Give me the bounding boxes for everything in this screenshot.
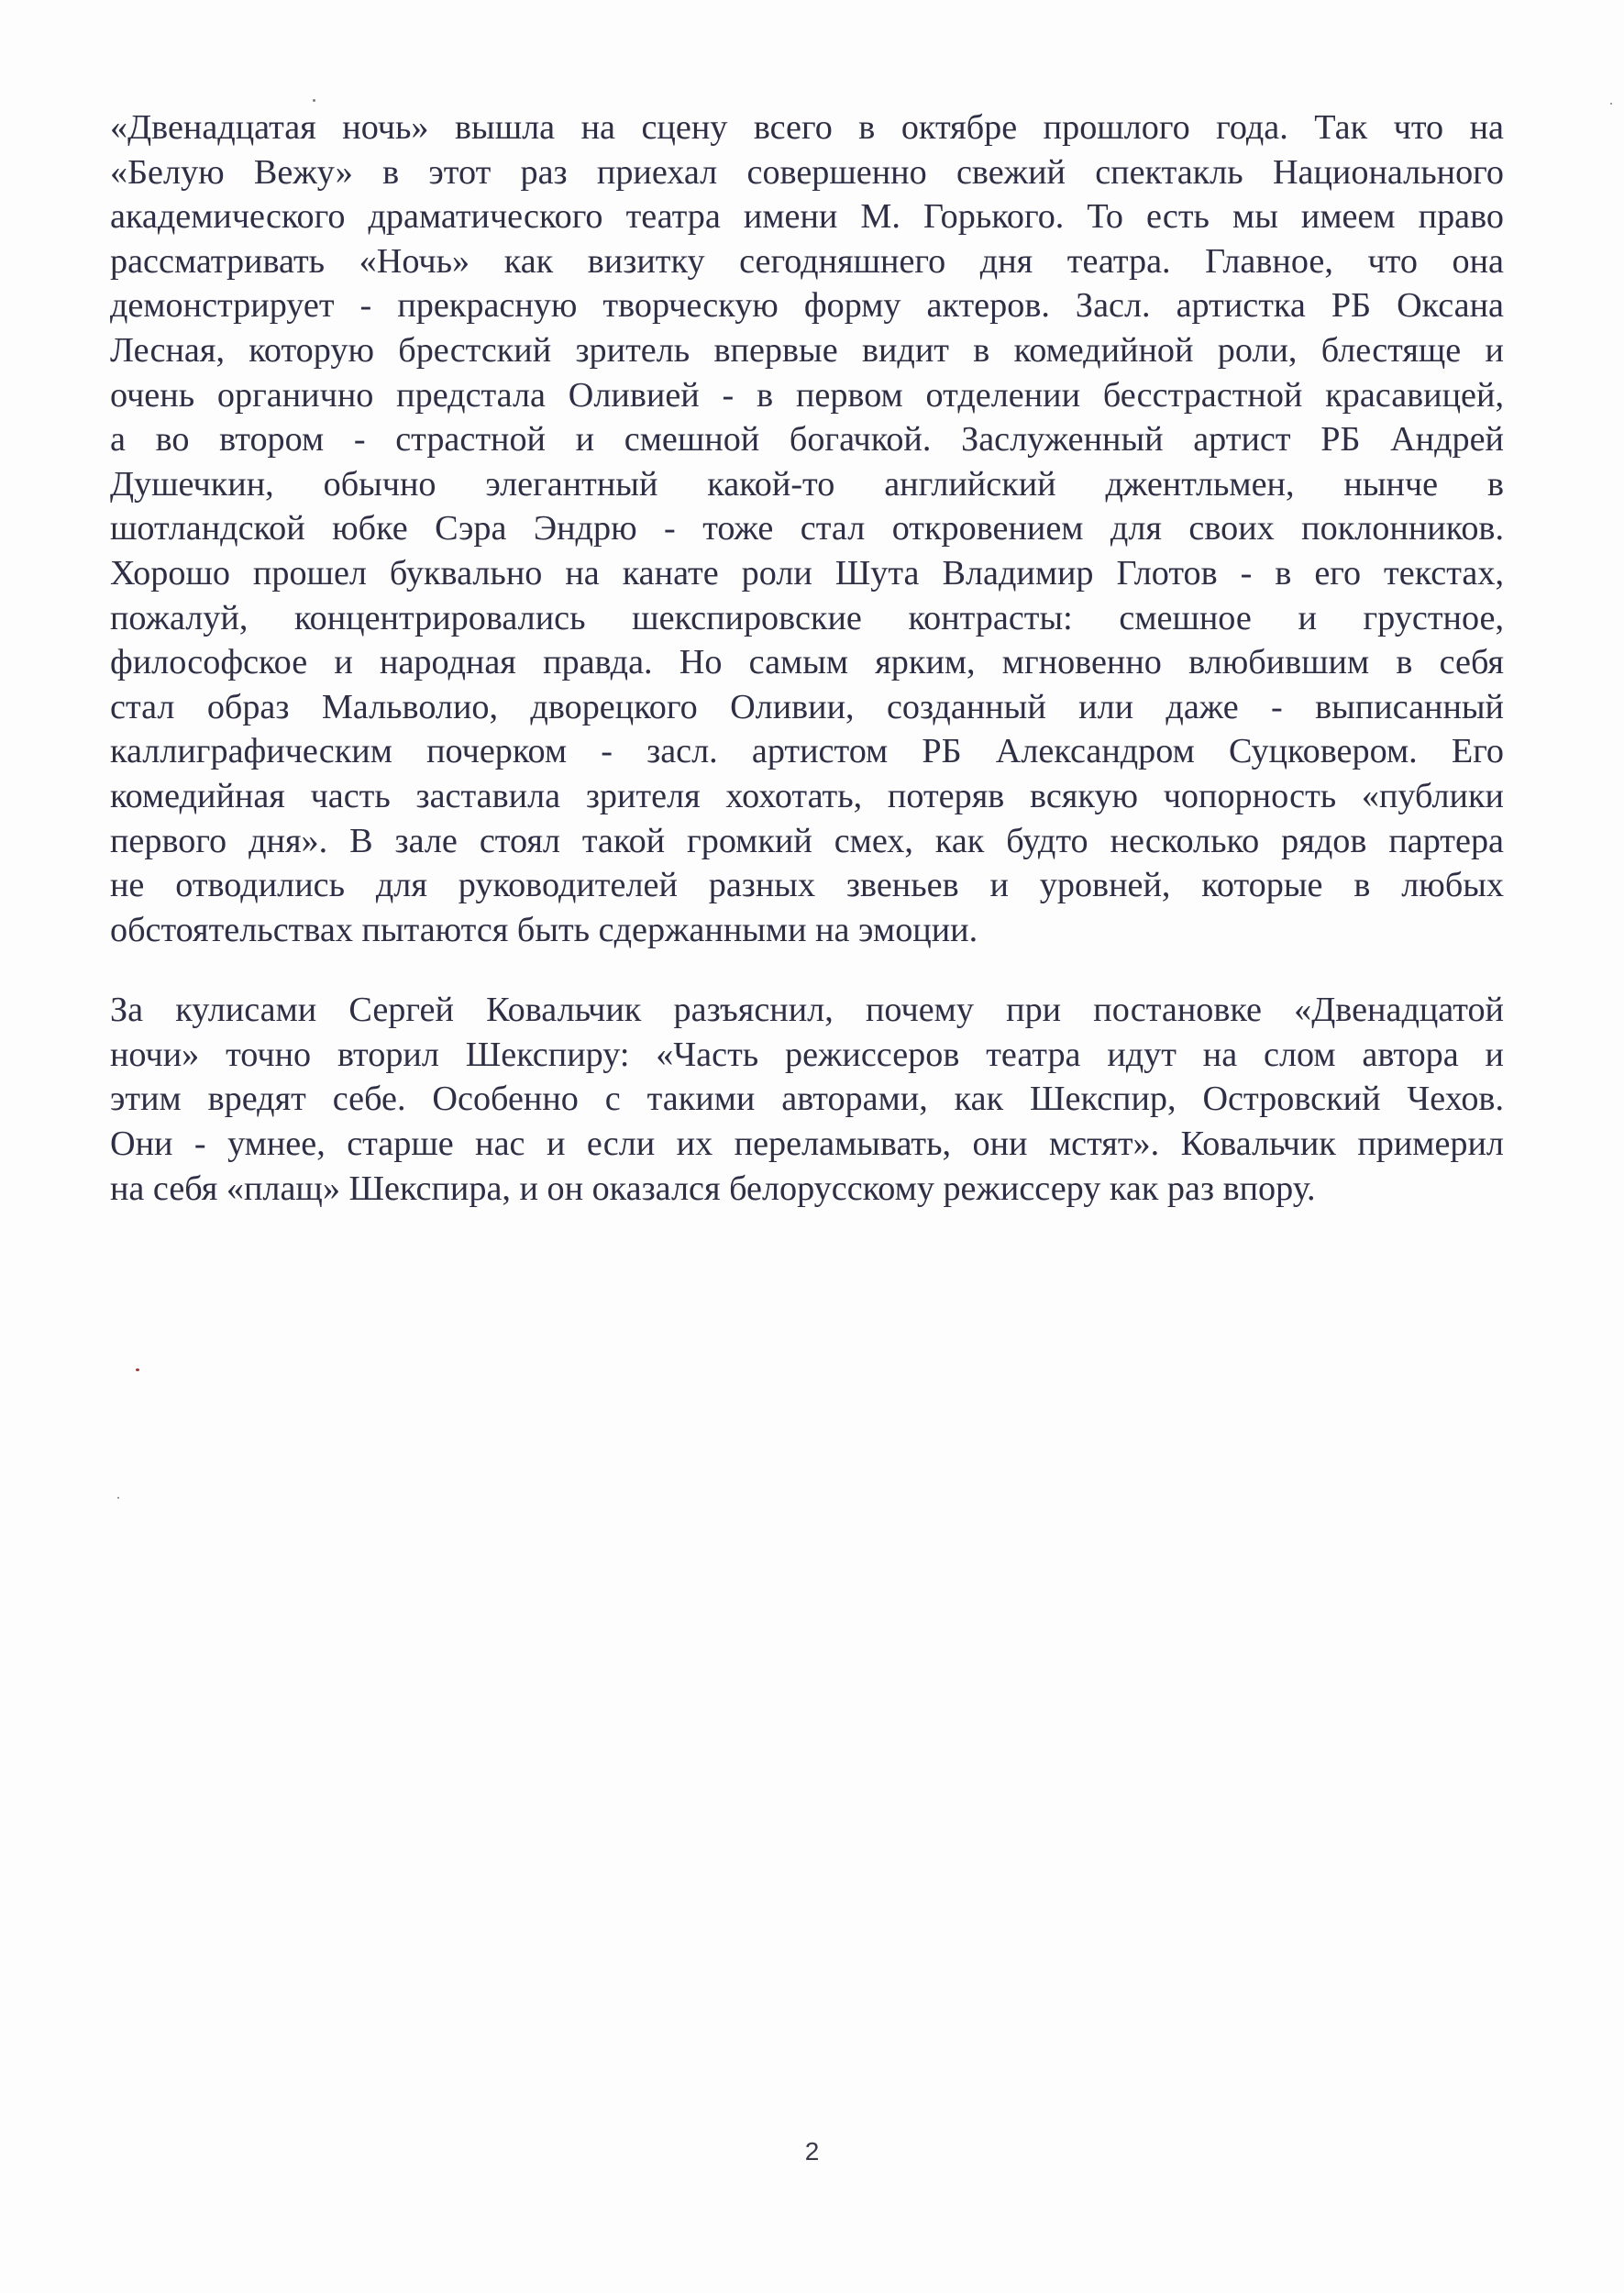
text-line: пожалуй, концентрировались шекспировские контрасты: смешное и грустное, (110, 598, 1504, 637)
paragraph-2 (110, 988, 1504, 1211)
text-line: Они - умнее, старше нас и если их переламывать, они мстят». Ковальчик примерил (110, 1124, 1504, 1164)
text-line: очень органично предстала Оливией - в первом отделении бесстрастной красавицей, (110, 375, 1504, 415)
body-text (110, 105, 1504, 1211)
text-line: «Двенадцатая ночь» вышла на сцену всего в октябре прошлого года. Так что на (110, 108, 1504, 147)
paragraph-1 (110, 105, 1504, 952)
scan-speck (313, 99, 315, 102)
text-line: а во втором - страстной и смешной богачкой. Заслуженный артист РБ Андрей (110, 420, 1504, 460)
text-line: не отводились для руководителей разных звеньев и уровней, которые в любых (110, 866, 1504, 905)
text-line: «Белую Вежу» в этот раз приехал совершенно свежий спектакль Национального (110, 152, 1504, 192)
text-line: За кулисами Сергей Ковальчик разъяснил, почему при постановке «Двенадцатой (110, 991, 1504, 1030)
text-line: ночи» точно вторил Шекспиру: «Часть режиссеров театра идут на слом автора и (110, 1035, 1504, 1074)
text-line: на себя «плащ» Шекспира, и он оказался белорусскому режиссеру как раз впору. (110, 1169, 1316, 1208)
text-line: этим вредят себе. Особенно с такими авторами, как Шекспир, Островский Чехов. (110, 1080, 1504, 1119)
text-line: комедийная часть заставила зрителя хохотать, потеряв всякую чопорность «публики (110, 776, 1504, 815)
text-line: демонстрирует - прекрасную творческую форму актеров. Засл. артистка РБ Оксана (110, 286, 1504, 326)
text-line: обстоятельствах пытаются быть сдержанными на эмоции. (110, 910, 978, 949)
text-line: Душечкин, обычно элегантный какой-то английский джентльмен, нынче в (110, 464, 1504, 504)
scan-speck (117, 1497, 119, 1499)
text-line: академического драматического театра имени М. Горького. То есть мы имеем право (110, 197, 1504, 237)
text-line: шотландской юбке Сэра Эндрю - тоже стал откровением для своих поклонников. (110, 509, 1504, 548)
page-number: 2 (804, 2137, 820, 2166)
paragraph-spacer (110, 952, 1504, 988)
scan-speck (1610, 103, 1612, 105)
text-line: стал образ Мальволио, дворецкого Оливии, созданный или даже - выписанный (110, 687, 1504, 726)
text-line: Хорошо прошел буквально на канате роли Шута Владимир Глотов - в его текстах, (110, 553, 1504, 593)
text-line: первого дня». В зале стоял такой громкий смех, как будто несколько рядов партера (110, 821, 1504, 860)
text-line: каллиграфическим почерком - засл. артистом РБ Александром Суцковером. Его (110, 732, 1504, 771)
text-line: Лесная, которую брестский зритель впервые видит в комедийной роли, блестяще и (110, 330, 1504, 370)
text-line: рассматривать «Ночь» как визитку сегодняшнего дня театра. Главное, что она (110, 241, 1504, 281)
text-line: философское и народная правда. Но самым ярким, мгновенно влюбившим в себя (110, 643, 1504, 682)
scan-speck (136, 1368, 139, 1371)
